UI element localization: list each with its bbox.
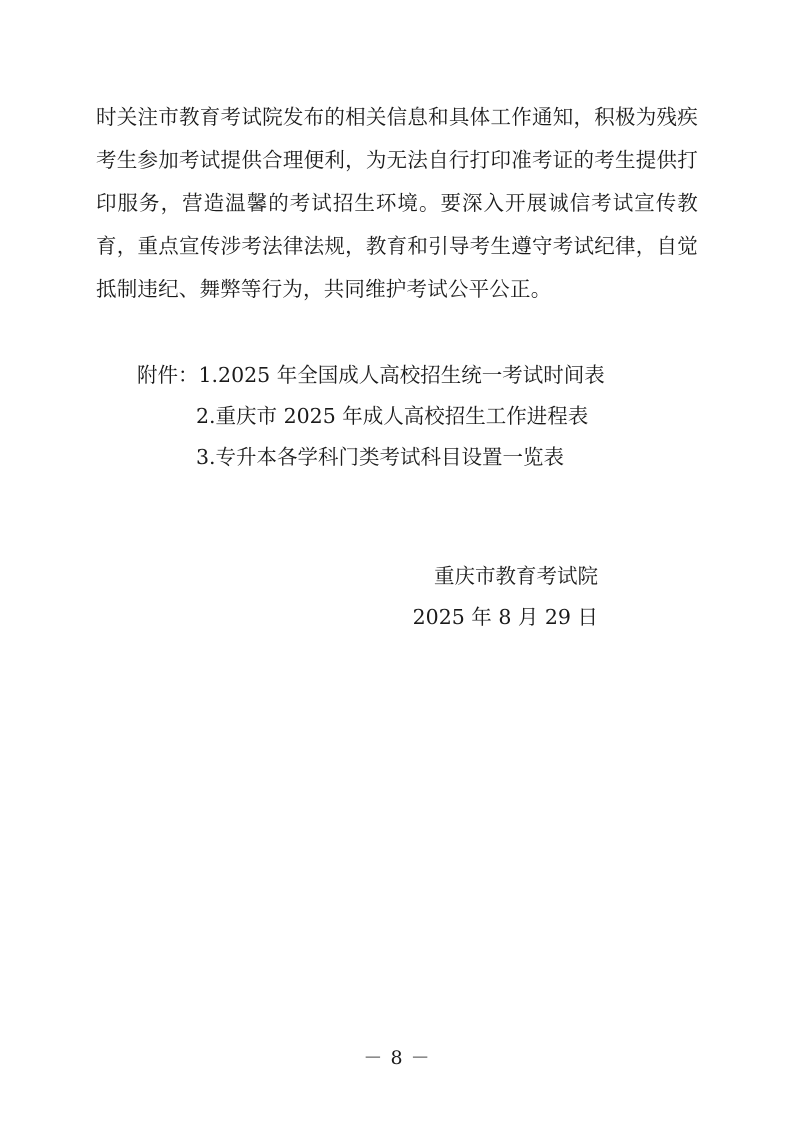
body-paragraph-block [96, 96, 698, 311]
signature-date: 2025 年 8 月 29 日 [412, 605, 598, 629]
signature-organization: 重庆市教育考试院 [434, 564, 598, 588]
attachment-line-3 [96, 437, 698, 478]
body-paragraph: 时关注市教育考试院发布的相关信息和具体工作通知，积极为残疾考生参加考试提供合理便利，为无法自行打印准考证的考生提供打印服务，营造温馨的考试招生环境。要深入开展诚信考试宣传教育，重点宣传涉考法律法规，教育和引导考生遵守考试纪律，自觉抵制违纪、舞弊等行为，共同维护考试公平公正。 [96, 105, 698, 301]
attachment-line-2 [96, 396, 698, 437]
attachment-item-2: 2.重庆市 2025 年成人高校招生工作进程表 [196, 404, 589, 428]
page-number: － 8 － [363, 1047, 431, 1069]
attachment-item-3: 3.专升本各学科门类考试科目设置一览表 [196, 445, 565, 469]
attachments-label: 附件： [137, 363, 199, 387]
attachment-line-1 [96, 355, 698, 396]
attachments-block [96, 355, 698, 478]
attachment-item-1: 1.2025 年全国成人高校招生统一考试时间表 [198, 363, 605, 387]
signature-block [96, 556, 698, 638]
